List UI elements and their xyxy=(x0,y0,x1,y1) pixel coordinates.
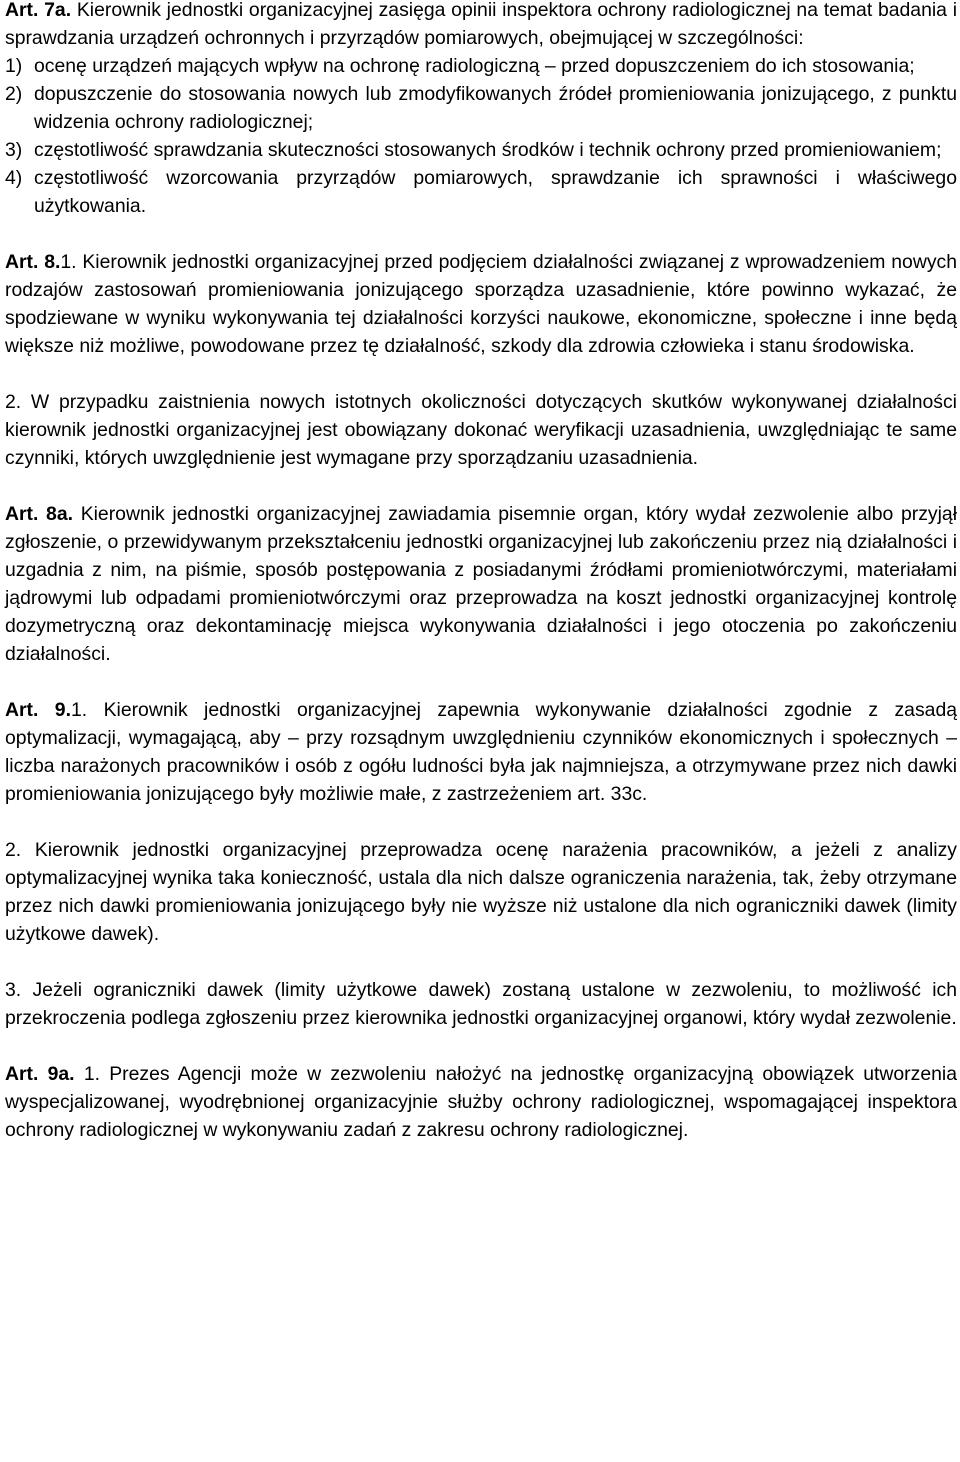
list-item-text: ocenę urządzeń mających wpływ na ochronę radiologiczną – przed dopuszczeniem do ich stosowania; xyxy=(34,55,915,77)
article-9-paragraph-3-text: 3. Jeżeli ograniczniki dawek (limity użytkowe dawek) zostaną ustalone w zezwoleniu, to możliwość ich przekroczenia podlega zgłoszeniu przez kierownika jednostki organizacyjnej organowi, który wydał zezwolenie. xyxy=(5,979,957,1029)
article-8a-text: Kierownik jednostki organizacyjnej zawiadamia pisemnie organ, który wydał zezwolenie albo przyjął zgłoszenie, o przewidywanym przekształceniu jednostki organizacyjnej lub zakończeniu przez nią działalności i uzgadnia z nim, na piśmie, sposób postępowania z posiadanymi źródłami promieniotwórczymi, materiałami jądrowymi lub odpadami promieniotwórczymi oraz przeprowadza na koszt jednostki organizacyjnej kontrolę dozymetryczną oraz dekontaminację miejsca wykonywania działalności i jego otoczenia po zakończeniu działalności. xyxy=(5,503,958,665)
article-8-paragraph-1-text: Kierownik jednostki organizacyjnej przed podjęciem działalności związanej z wprowadzeniem nowych rodzajów zastosowań promieniowania jonizującego sporządza uzasadnienie, które powinno wykazać, że spodziewane w wyniku wykonywania tej działalności korzyści naukowe, ekonomiczne, społeczne i inne będą większe niż możliwe, powodowane przez tę działalność, szkody dla zdrowia człowieka i stanu środowiska. xyxy=(5,251,957,357)
document-page xyxy=(5,0,957,1172)
article-9-paragraph-2 xyxy=(5,836,957,948)
article-9a xyxy=(5,1060,957,1144)
article-9a-label: Art. 9a. xyxy=(5,1063,75,1085)
article-9-paragraph-2-text: 2. Kierownik jednostki organizacyjnej przeprowadza ocenę narażenia pracowników, a jeżeli z analizy optymalizacyjnej wynika taka konieczność, ustala dla nich dalsze ograniczenia narażenia, tak, żeby otrzymane przez nich dawki promieniowania jonizującego były nie wyższe niż ustalone dla nich ograniczniki dawek (limity użytkowe dawek). xyxy=(5,839,957,945)
list-item xyxy=(5,164,957,220)
list-item xyxy=(5,52,957,80)
article-8-paragraph-1-number: 1. xyxy=(60,251,77,273)
article-9-paragraph-3 xyxy=(5,976,957,1032)
list-item xyxy=(5,136,957,164)
article-9-paragraph-1-number: 1. xyxy=(70,699,88,721)
list-item-text: częstotliwość wzorcowania przyrządów pomiarowych, sprawdzanie ich sprawności i właściwego użytkowania. xyxy=(34,167,957,217)
list-item-text: dopuszczenie do stosowania nowych lub zmodyfikowanych źródeł promieniowania jonizującego, z punktu widzenia ochrony radiologicznej; xyxy=(34,83,957,133)
article-8-paragraph-1 xyxy=(5,248,957,360)
article-8a xyxy=(5,500,957,668)
article-8-paragraph-2 xyxy=(5,388,957,472)
article-9a-paragraph-1-text: 1. Prezes Agencji może w zezwoleniu nałożyć na jednostkę organizacyjną obowiązek utworzenia wyspecjalizowanej, wyodrębnionej organizacyjnie służby ochrony radiologicznej, wspomagającej inspektora ochrony radiologicznej w wykonywaniu zadań z zakresu ochrony radiologicznej. xyxy=(5,1063,957,1141)
article-8-label: Art. 8. xyxy=(5,251,61,273)
list-item-number: 1) xyxy=(5,55,23,77)
article-7a-label: Art. 7a. xyxy=(5,0,72,21)
list-item xyxy=(5,80,957,136)
list-item-number: 3) xyxy=(5,139,23,161)
article-8-paragraph-2-text: 2. W przypadku zaistnienia nowych istotnych okoliczności dotyczących skutków wykonywanej działalności kierownik jednostki organizacyjnej jest obowiązany dokonać weryfikacji uzasadnienia, uwzględniając te same czynniki, których uwzględnienie jest wymagane przy sporządzaniu uzasadnienia. xyxy=(5,391,957,469)
list-item-number: 4) xyxy=(5,167,23,189)
list-item-number: 2) xyxy=(5,83,23,105)
article-9-paragraph-1 xyxy=(5,696,957,808)
list-item-text: częstotliwość sprawdzania skuteczności stosowanych środków i technik ochrony przed promieniowaniem; xyxy=(34,139,942,161)
article-8a-label: Art. 8a. xyxy=(5,503,74,525)
article-7a xyxy=(5,0,957,220)
article-7a-intro xyxy=(5,0,957,52)
article-9-paragraph-1-text: Kierownik jednostki organizacyjnej zapewnia wykonywanie działalności zgodnie z zasadą optymalizacji, wymagającą, aby – przy rozsądnym uwzględnieniu czynników ekonomicznych i społecznych – liczba narażonych pracowników i osób z ogółu ludności była jak najmniejsza, a otrzymywane przez nich dawki promieniowania jonizującego były możliwie małe, z zastrzeżeniem art. 33c. xyxy=(5,699,958,805)
article-7a-intro-text: Kierownik jednostki organizacyjnej zasięga opinii inspektora ochrony radiologicznej na temat badania i sprawdzania urządzeń ochronnych i przyrządów pomiarowych, obejmującej w szczególności: xyxy=(5,0,957,49)
article-9-label: Art. 9. xyxy=(5,699,71,721)
